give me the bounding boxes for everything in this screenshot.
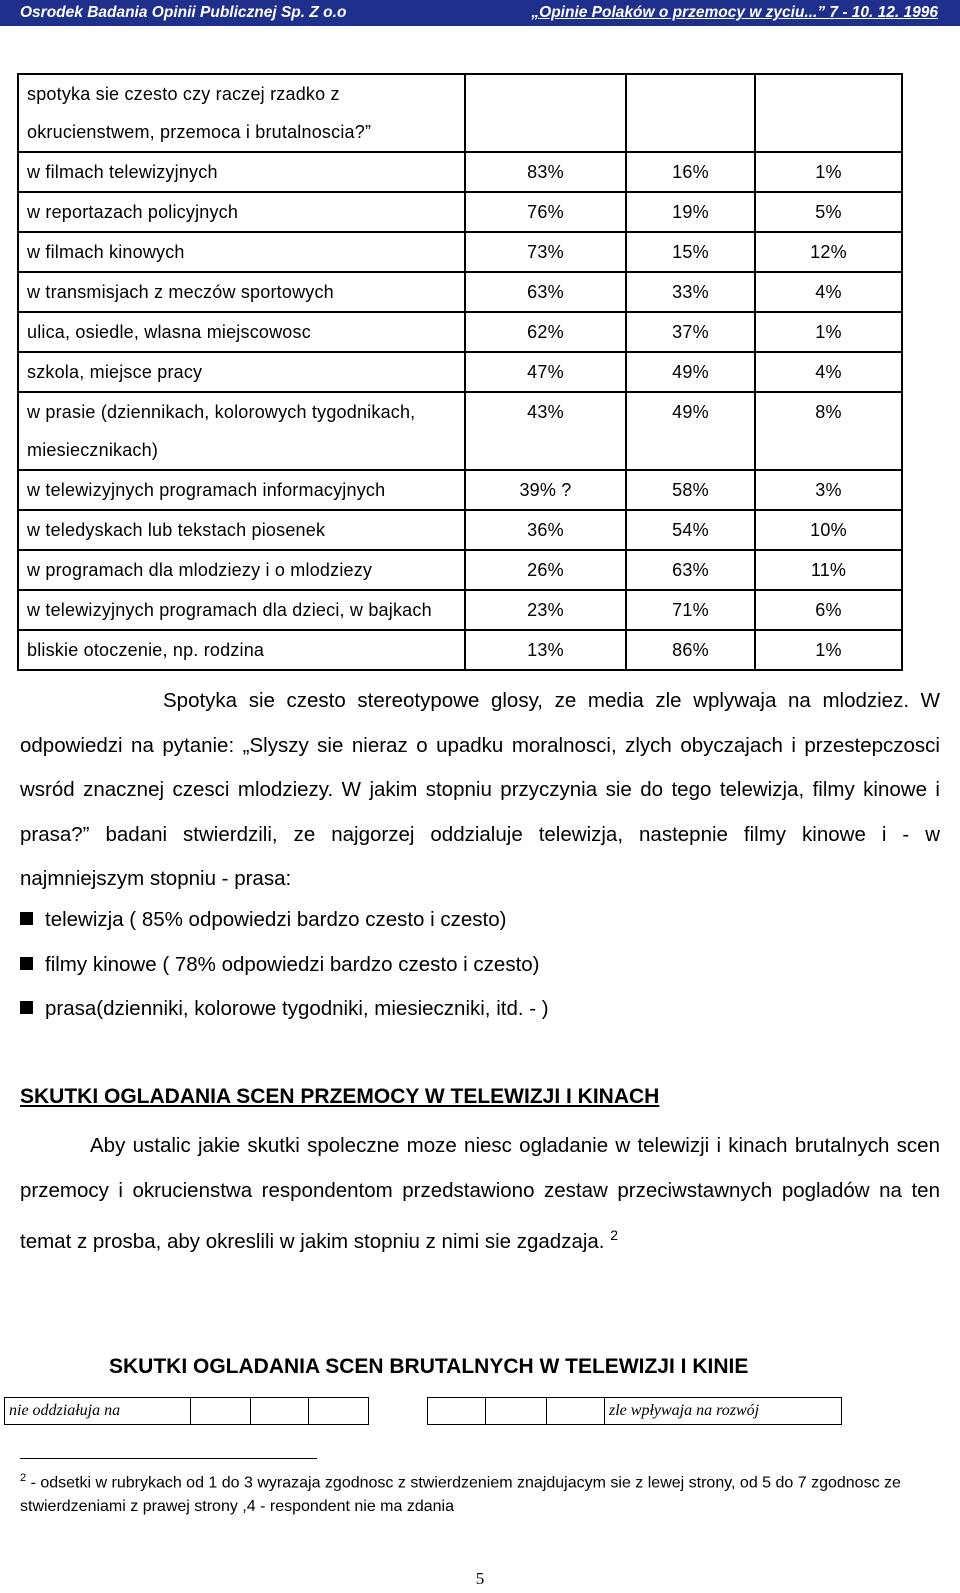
survey-results-table <box>17 73 903 671</box>
question-row <box>18 74 902 152</box>
value-rarely: 37% <box>626 312 755 352</box>
row-label: w transmisjach z meczów sportowych <box>18 272 465 312</box>
square-bullet-icon <box>20 957 33 970</box>
scale-right-statement: zle wpływaja na rozwój <box>605 1398 842 1425</box>
scale-cell <box>486 1398 547 1425</box>
table-row <box>18 232 902 272</box>
bullet-list <box>20 898 940 1032</box>
header-report-title: „Opinie Polaków o przemocy w zyciu...” 7 - 10. 12. 1996 <box>531 4 938 21</box>
empty-header-cell <box>626 74 755 152</box>
value-no-answer: 1% <box>755 152 902 192</box>
value-no-answer: 6% <box>755 590 902 630</box>
value-no-answer: 4% <box>755 272 902 312</box>
table-row <box>18 392 902 470</box>
table-row <box>18 590 902 630</box>
value-no-answer: 1% <box>755 630 902 670</box>
value-no-answer: 10% <box>755 510 902 550</box>
question-cell: spotyka sie czesto czy raczej rzadko z okrucienstwem, przemoca i brutalnoscia?” <box>18 74 465 152</box>
table-row <box>18 152 902 192</box>
table-row <box>18 510 902 550</box>
paragraph-text: Spotyka sie czesto stereotypowe glosy, ze media zle wplywaja na mlodziez. W odpowiedzi na pytanie: „Slyszy sie nieraz o upadku moralnosci, zlych obyczajach i przestepczosci wsród znacznej czesci mlodziezy. W jakim stopniu przyczynia sie do tego telewizja, filmy kinowe i prasa?” badani stwierdzili, ze najgorzej oddzialuje telewizja, nastepnie filmy kinowe i - w najmniejszym stopniu - prasa: <box>20 689 940 890</box>
value-often: 83% <box>465 152 626 192</box>
paragraph-text: Aby ustalic jakie skutki spoleczne moze niesc ogladanie w telewizji i kinach brutalnych scen przemocy i okrucienstwa respondentom przedstawiono zestaw przeciwstawnych pogladów na ten temat z prosba, aby okreslili w jakim stopniu z nimi sie zgadzaja. <box>20 1134 940 1253</box>
row-label: w programach dla mlodziezy i o mlodziezy <box>18 550 465 590</box>
row-label: w teledyskach lub tekstach piosenek <box>18 510 465 550</box>
value-rarely: 16% <box>626 152 755 192</box>
value-no-answer: 5% <box>755 192 902 232</box>
section-heading-effects: SKUTKI OGLADANIA SCEN PRZEMOCY W TELEWIZJI I KINACH <box>20 1085 660 1108</box>
value-rarely: 49% <box>626 392 755 470</box>
value-often: 23% <box>465 590 626 630</box>
row-label: w filmach telewizyjnych <box>18 152 465 192</box>
paragraph-media-influence <box>20 679 940 902</box>
value-rarely: 86% <box>626 630 755 670</box>
scale-cell <box>547 1398 605 1425</box>
row-label: ulica, osiedle, wlasna miejscowosc <box>18 312 465 352</box>
footnote-reference: 2 <box>610 1227 618 1243</box>
table-row <box>18 352 902 392</box>
value-rarely: 49% <box>626 352 755 392</box>
table-row <box>18 470 902 510</box>
square-bullet-icon <box>20 1001 33 1014</box>
value-often: 39% ? <box>465 470 626 510</box>
scale-left-statement: nie oddziałuja na <box>5 1398 191 1425</box>
value-rarely: 58% <box>626 470 755 510</box>
empty-header-cell <box>465 74 626 152</box>
value-no-answer: 11% <box>755 550 902 590</box>
value-often: 62% <box>465 312 626 352</box>
value-rarely: 33% <box>626 272 755 312</box>
table-row <box>18 272 902 312</box>
footnote <box>20 1466 945 1519</box>
value-often: 76% <box>465 192 626 232</box>
row-label: bliskie otoczenie, np. rodzina <box>18 630 465 670</box>
value-rarely: 15% <box>626 232 755 272</box>
row-label: w telewizyjnych programach dla dzieci, w bajkach <box>18 590 465 630</box>
value-often: 13% <box>465 630 626 670</box>
row-label: w telewizyjnych programach informacyjnych <box>18 470 465 510</box>
value-no-answer: 12% <box>755 232 902 272</box>
row-label: w filmach kinowych <box>18 232 465 272</box>
table-row <box>18 630 902 670</box>
list-item-text: prasa(dzienniki, kolorowe tygodniki, miesieczniki, itd. - ) <box>45 997 549 1020</box>
table-row <box>18 550 902 590</box>
scale-cell <box>251 1398 309 1425</box>
page-number: 5 <box>475 1569 485 1588</box>
row-label: szkola, miejsce pracy <box>18 352 465 392</box>
agreement-scale-table <box>4 1397 842 1425</box>
value-rarely: 19% <box>626 192 755 232</box>
value-often: 36% <box>465 510 626 550</box>
scale-cell <box>428 1398 486 1425</box>
list-item <box>20 898 940 943</box>
scale-cell <box>191 1398 251 1425</box>
document-header <box>0 0 960 26</box>
value-often: 26% <box>465 550 626 590</box>
table-row <box>18 192 902 232</box>
table-title-brutal-scenes: SKUTKI OGLADANIA SCEN BRUTALNYCH W TELEWIZJI I KINIE <box>109 1355 749 1378</box>
footnote-mark: 2 <box>20 1472 27 1484</box>
square-bullet-icon <box>20 912 33 925</box>
value-rarely: 63% <box>626 550 755 590</box>
value-often: 43% <box>465 392 626 470</box>
row-label: w prasie (dziennikach, kolorowych tygodnikach, miesiecznikach) <box>18 392 465 470</box>
value-no-answer: 8% <box>755 392 902 470</box>
empty-header-cell <box>755 74 902 152</box>
footnote-text: - odsetki w rubrykach od 1 do 3 wyrazaja zgodnosc z stwierdzeniem znajdujacym sie z lewej strony, od 5 do 7 zgodnosc ze stwierdzeniami z prawej strony ,4 - respondent nie ma zdania <box>20 1474 901 1516</box>
list-item <box>20 987 940 1032</box>
list-item-text: filmy kinowe ( 78% odpowiedzi bardzo czesto i czesto) <box>45 952 540 976</box>
value-often: 47% <box>465 352 626 392</box>
value-often: 63% <box>465 272 626 312</box>
paragraph-effects-study <box>20 1124 940 1264</box>
scale-cell <box>369 1398 428 1425</box>
table-row <box>18 312 902 352</box>
list-item-text: telewizja ( 85% odpowiedzi bardzo czesto i czesto) <box>45 908 507 931</box>
header-organization: Osrodek Badania Opinii Publicznej Sp. Z o.o <box>20 4 347 21</box>
value-no-answer: 4% <box>755 352 902 392</box>
scale-cell <box>309 1398 369 1425</box>
value-rarely: 54% <box>626 510 755 550</box>
value-often: 73% <box>465 232 626 272</box>
row-label: w reportazach policyjnych <box>18 192 465 232</box>
value-rarely: 71% <box>626 590 755 630</box>
list-item <box>20 943 940 988</box>
value-no-answer: 1% <box>755 312 902 352</box>
footnote-separator <box>20 1458 317 1459</box>
value-no-answer: 3% <box>755 470 902 510</box>
